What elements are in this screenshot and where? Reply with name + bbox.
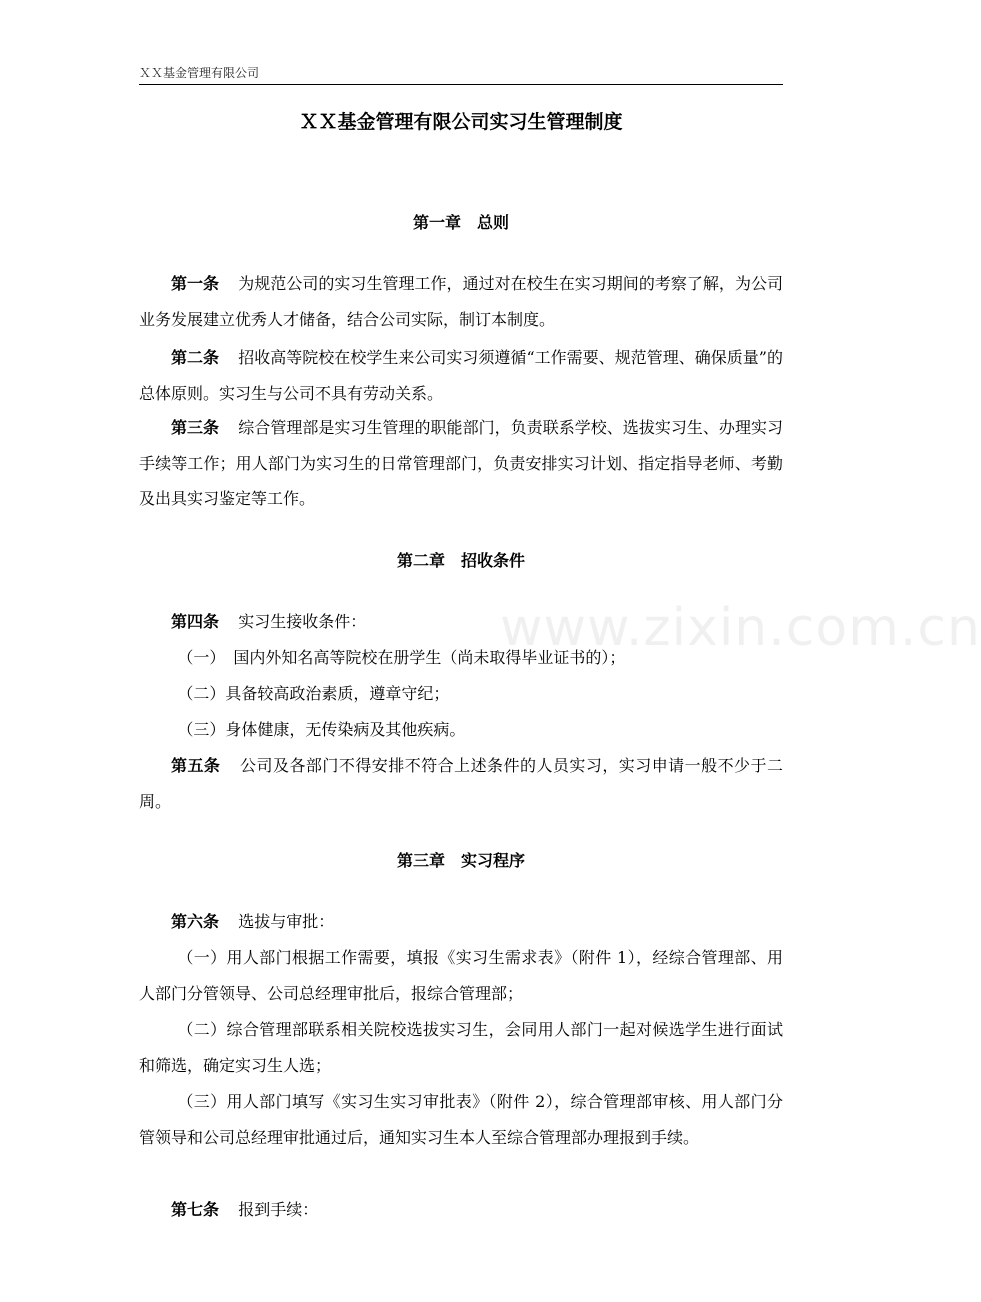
article-2 xyxy=(139,340,783,411)
article-label: 第五条 xyxy=(171,756,221,775)
article-4-item-1: （一） 国内外知名高等院校在册学生（尚未取得毕业证书的）； xyxy=(177,648,626,667)
article-label: 第七条 xyxy=(171,1200,220,1219)
article-7 xyxy=(139,1192,783,1228)
chapter-2-heading: 第二章 招收条件 xyxy=(396,551,525,570)
watermark: www.zixin.com.cn xyxy=(500,598,981,658)
article-text: 公司及各部门不得安排不符合上述条件的人员实习，实习申请一般不少于二周。 xyxy=(139,756,783,811)
article-3 xyxy=(139,410,783,517)
chapter-3-heading: 第三章 实习程序 xyxy=(396,851,525,870)
document-title: ＸＸ基金管理有限公司实习生管理制度 xyxy=(299,111,623,133)
article-text: 综合管理部是实习生管理的职能部门，负责联系学校、选拔实习生、办理实习手续等工作；用人部门为实习生的日常管理部门，负责安排实习计划、指定指导老师、考勤及出具实习鉴定等工作。 xyxy=(139,418,783,508)
article-text: 实习生接收条件： xyxy=(238,612,367,631)
article-4-item-2: （二）具备较高政治素质，遵章守纪； xyxy=(177,684,450,703)
chapter-1-heading: 第一章 总则 xyxy=(412,213,509,232)
article-4 xyxy=(139,604,783,640)
article-label: 第一条 xyxy=(171,274,220,293)
article-text: 为规范公司的实习生管理工作，通过对在校生在实习期间的考察了解，为公司业务发展建立优秀人才储备，结合公司实际，制订本制度。 xyxy=(139,274,783,329)
article-label: 第六条 xyxy=(171,912,220,931)
article-4-item-3: （三）身体健康，无传染病及其他疾病。 xyxy=(177,720,466,739)
article-label: 第二条 xyxy=(171,348,220,367)
article-1 xyxy=(139,266,783,337)
article-text: 选拔与审批： xyxy=(238,912,335,931)
article-6-item-2: （二）综合管理部联系相关院校选拔实习生，会同用人部门一起对候选学生进行面试和筛选，确定实习生人选； xyxy=(139,1020,783,1075)
article-text: 招收高等院校在校学生来公司实习须遵循“工作需要、规范管理、确保质量”的总体原则。实习生与公司不具有劳动关系。 xyxy=(139,348,783,403)
article-6 xyxy=(139,904,783,940)
article-5 xyxy=(139,748,783,819)
article-6-item-1: （一）用人部门根据工作需要，填报《实习生需求表》（附件 1），经综合管理部、用人部门分管领导、公司总经理审批后，报综合管理部； xyxy=(139,948,783,1003)
page-header: ＸＸ基金管理有限公司 xyxy=(139,64,783,85)
article-6-item-3: （三）用人部门填写《实习生实习审批表》（附件 2），综合管理部审核、用人部门分管领导和公司总经理审批通过后，通知实习生本人至综合管理部办理报到手续。 xyxy=(139,1092,783,1147)
article-label: 第四条 xyxy=(171,612,220,631)
article-label: 第三条 xyxy=(171,418,220,437)
article-text: 报到手续： xyxy=(238,1200,319,1219)
